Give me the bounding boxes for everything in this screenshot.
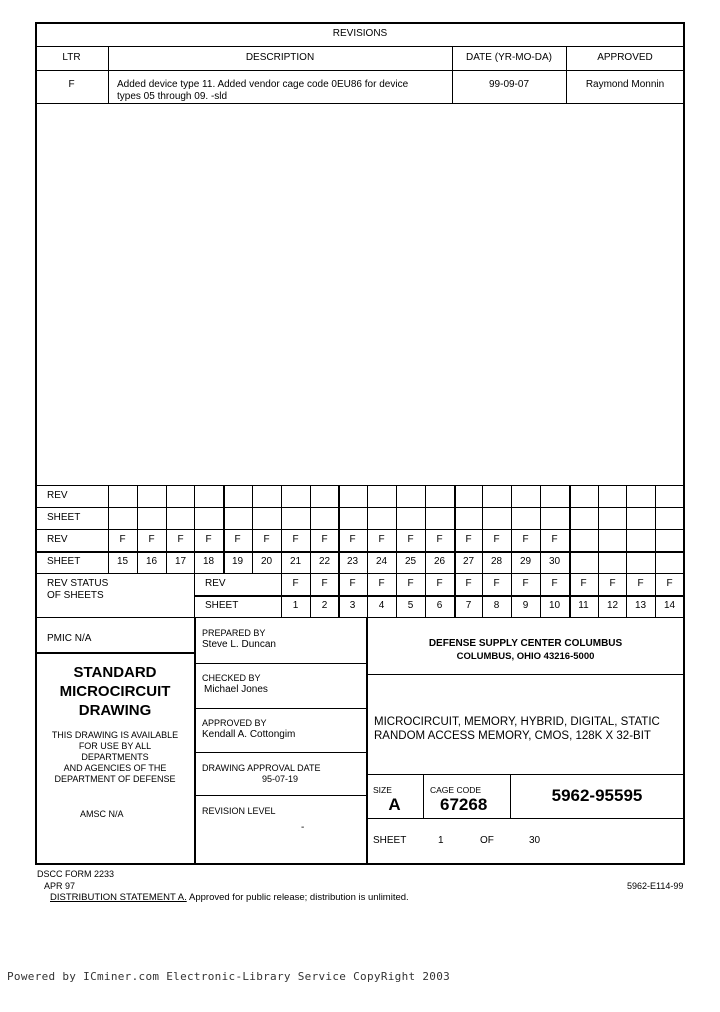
rev-cell: F <box>263 534 270 545</box>
divider <box>35 507 685 508</box>
rev-status-label: REV STATUS <box>47 578 109 589</box>
rev-cell: F <box>234 534 241 545</box>
status-rev-cell: F <box>637 578 644 589</box>
rev-cell: F <box>378 534 385 545</box>
approved-by-name: Kendall A. Cottongim <box>202 729 296 740</box>
status-sheet-cell: 5 <box>407 600 414 611</box>
sheet-cell: 30 <box>548 556 561 567</box>
sheet-cell: 25 <box>404 556 417 567</box>
availability-note: AND AGENCIES OF THE <box>63 763 167 773</box>
divider <box>194 752 366 753</box>
approval-date-label: DRAWING APPROVAL DATE <box>202 763 321 773</box>
availability-note: FOR USE BY ALL <box>78 741 152 751</box>
sheet-cell: 17 <box>174 556 187 567</box>
document-code: 5962-E114-99 <box>627 881 684 891</box>
row-label-rev: REV <box>47 534 68 545</box>
status-rev-cell: F <box>609 578 616 589</box>
form-number: DSCC FORM 2233 <box>37 869 115 879</box>
divider <box>35 617 685 618</box>
status-sheet-cell: 11 <box>578 600 589 611</box>
status-rev-cell: F <box>292 578 299 589</box>
sheet-total: 30 <box>529 835 541 846</box>
pmic: PMIC N/A <box>47 633 92 644</box>
status-rev-cell: F <box>378 578 385 589</box>
status-rev-cell: F <box>436 578 443 589</box>
sheet-cell: 21 <box>289 556 302 567</box>
divider <box>194 795 366 796</box>
row-label-sheet: SHEET <box>47 512 81 523</box>
sheet-cell: 27 <box>462 556 475 567</box>
distribution-text: Approved for public release; distribution is unlimited. <box>189 892 409 903</box>
rev-cell: F <box>551 534 558 545</box>
rev-cell: F <box>148 534 155 545</box>
revision-approved: Raymond Monnin <box>585 79 665 90</box>
sheet-cell: 16 <box>145 556 158 567</box>
rev-cell: F <box>205 534 212 545</box>
distribution-label: DISTRIBUTION STATEMENT A. <box>50 892 187 903</box>
divider <box>366 818 685 819</box>
status-rev-cell: F <box>493 578 500 589</box>
revisions-title: REVISIONS <box>332 28 388 39</box>
header-description: DESCRIPTION <box>245 52 315 63</box>
rev-cell: F <box>321 534 328 545</box>
divider <box>35 652 195 654</box>
rev-cell: F <box>407 534 414 545</box>
sheet-cell: 26 <box>433 556 446 567</box>
divider <box>569 485 571 573</box>
availability-note: DEPARTMENT OF DEFENSE <box>54 774 176 784</box>
rev-cell: F <box>436 534 443 545</box>
cage-code-label: CAGE CODE <box>430 785 482 795</box>
status-rev-cell: F <box>465 578 472 589</box>
status-sheet-cell: 12 <box>606 600 619 611</box>
revision-description-line1: Added device type 11. Added vendor cage code 0EU86 for device <box>117 79 409 90</box>
drawing-number: 5962-95595 <box>551 786 643 805</box>
rev-cell: F <box>522 534 529 545</box>
availability-note: DEPARTMENTS <box>81 752 149 762</box>
revision-level: - <box>301 822 305 833</box>
status-sheet-cell: 7 <box>465 600 472 611</box>
divider <box>423 774 424 818</box>
status-sheet-cell: 9 <box>522 600 529 611</box>
sheet-number: 1 <box>438 835 444 846</box>
divider <box>366 774 685 775</box>
approval-date: 95-07-19 <box>261 774 299 784</box>
cage-code: 67268 <box>440 795 488 814</box>
rev-cell: F <box>119 534 126 545</box>
checked-by-label: CHECKED BY <box>202 673 261 683</box>
status-rev-cell: F <box>666 578 673 589</box>
form-date: APR 97 <box>44 881 76 891</box>
sheet-cell: 28 <box>490 556 503 567</box>
amsc: AMSC N/A <box>80 809 124 819</box>
sheet-cell: 29 <box>519 556 532 567</box>
drawing-title: RANDOM ACCESS MEMORY, CMOS, 128K X 32-BIT <box>374 730 651 742</box>
divider <box>35 70 685 71</box>
status-sheet-cell: 6 <box>436 600 443 611</box>
size-value: A <box>388 795 401 814</box>
revision-ltr: F <box>68 79 75 90</box>
divider <box>194 663 366 664</box>
checked-by-name: Michael Jones <box>204 684 268 695</box>
watermark: Powered by ICminer.com Electronic-Library Service CopyRight 2003 <box>7 970 451 983</box>
status-sheet-cell: 13 <box>634 600 647 611</box>
sheet-cell: 22 <box>318 556 331 567</box>
standard-title: STANDARD <box>73 664 157 681</box>
status-rev-cell: F <box>349 578 356 589</box>
divider <box>35 46 685 47</box>
status-sheet-cell: 14 <box>663 600 676 611</box>
size-label: SIZE <box>373 785 392 795</box>
divider <box>194 708 366 709</box>
row-label-rev: REV <box>47 490 68 501</box>
rev-cell: F <box>292 534 299 545</box>
status-rev-cell: F <box>580 578 587 589</box>
drawing-title: MICROCIRCUIT, MEMORY, HYBRID, DIGITAL, STATIC <box>374 716 660 728</box>
rev-cell: F <box>465 534 472 545</box>
sheet-cell: 19 <box>231 556 244 567</box>
divider <box>35 103 685 104</box>
divider <box>194 573 195 617</box>
status-rev-cell: F <box>522 578 529 589</box>
revision-level-label: REVISION LEVEL <box>202 806 276 816</box>
status-sheet-cell: 1 <box>292 600 299 611</box>
prepared-by-name: Steve L. Duncan <box>202 639 276 650</box>
sheet-label: SHEET <box>373 835 407 846</box>
row-label-sheet: SHEET <box>47 556 81 567</box>
divider <box>655 485 656 573</box>
header-ltr: LTR <box>62 52 81 63</box>
agency-address: COLUMBUS, OHIO 43216-5000 <box>456 651 595 662</box>
status-sheet-cell: 8 <box>493 600 500 611</box>
prepared-by-label: PREPARED BY <box>202 628 266 638</box>
agency-name: DEFENSE SUPPLY CENTER COLUMBUS <box>428 638 623 649</box>
divider <box>626 485 627 573</box>
rev-cell: F <box>349 534 356 545</box>
sheet-cell: 18 <box>202 556 215 567</box>
header-approved: APPROVED <box>597 52 653 63</box>
divider <box>366 674 685 675</box>
status-rev-cell: F <box>407 578 414 589</box>
status-sheet-cell: 10 <box>548 600 561 611</box>
sheet-cell: 23 <box>346 556 359 567</box>
rev-status-rev-label: REV <box>205 578 226 589</box>
revision-description-line2: types 05 through 09. -sld <box>117 91 228 102</box>
status-sheet-cell: 2 <box>321 600 328 611</box>
status-sheet-cell: 4 <box>378 600 385 611</box>
rev-status-sheet-label: SHEET <box>205 600 239 611</box>
sheet-of-label: OF <box>480 835 494 846</box>
standard-title: DRAWING <box>78 702 152 719</box>
status-rev-cell: F <box>321 578 328 589</box>
divider <box>35 485 685 486</box>
sheet-cell: 20 <box>260 556 273 567</box>
header-date: DATE (YR-MO-DA) <box>466 52 552 63</box>
rev-status-label: OF SHEETS <box>47 590 104 601</box>
sheet-cell: 15 <box>116 556 129 567</box>
approved-by-label: APPROVED BY <box>202 718 267 728</box>
sheet-cell: 24 <box>375 556 388 567</box>
rev-cell: F <box>493 534 500 545</box>
revision-date: 99-09-07 <box>488 79 530 90</box>
rev-cell: F <box>177 534 184 545</box>
status-sheet-cell: 3 <box>349 600 356 611</box>
availability-note: THIS DRAWING IS AVAILABLE <box>51 730 179 740</box>
divider <box>598 485 599 573</box>
status-rev-cell: F <box>551 578 558 589</box>
standard-title: MICROCIRCUIT <box>59 683 171 700</box>
